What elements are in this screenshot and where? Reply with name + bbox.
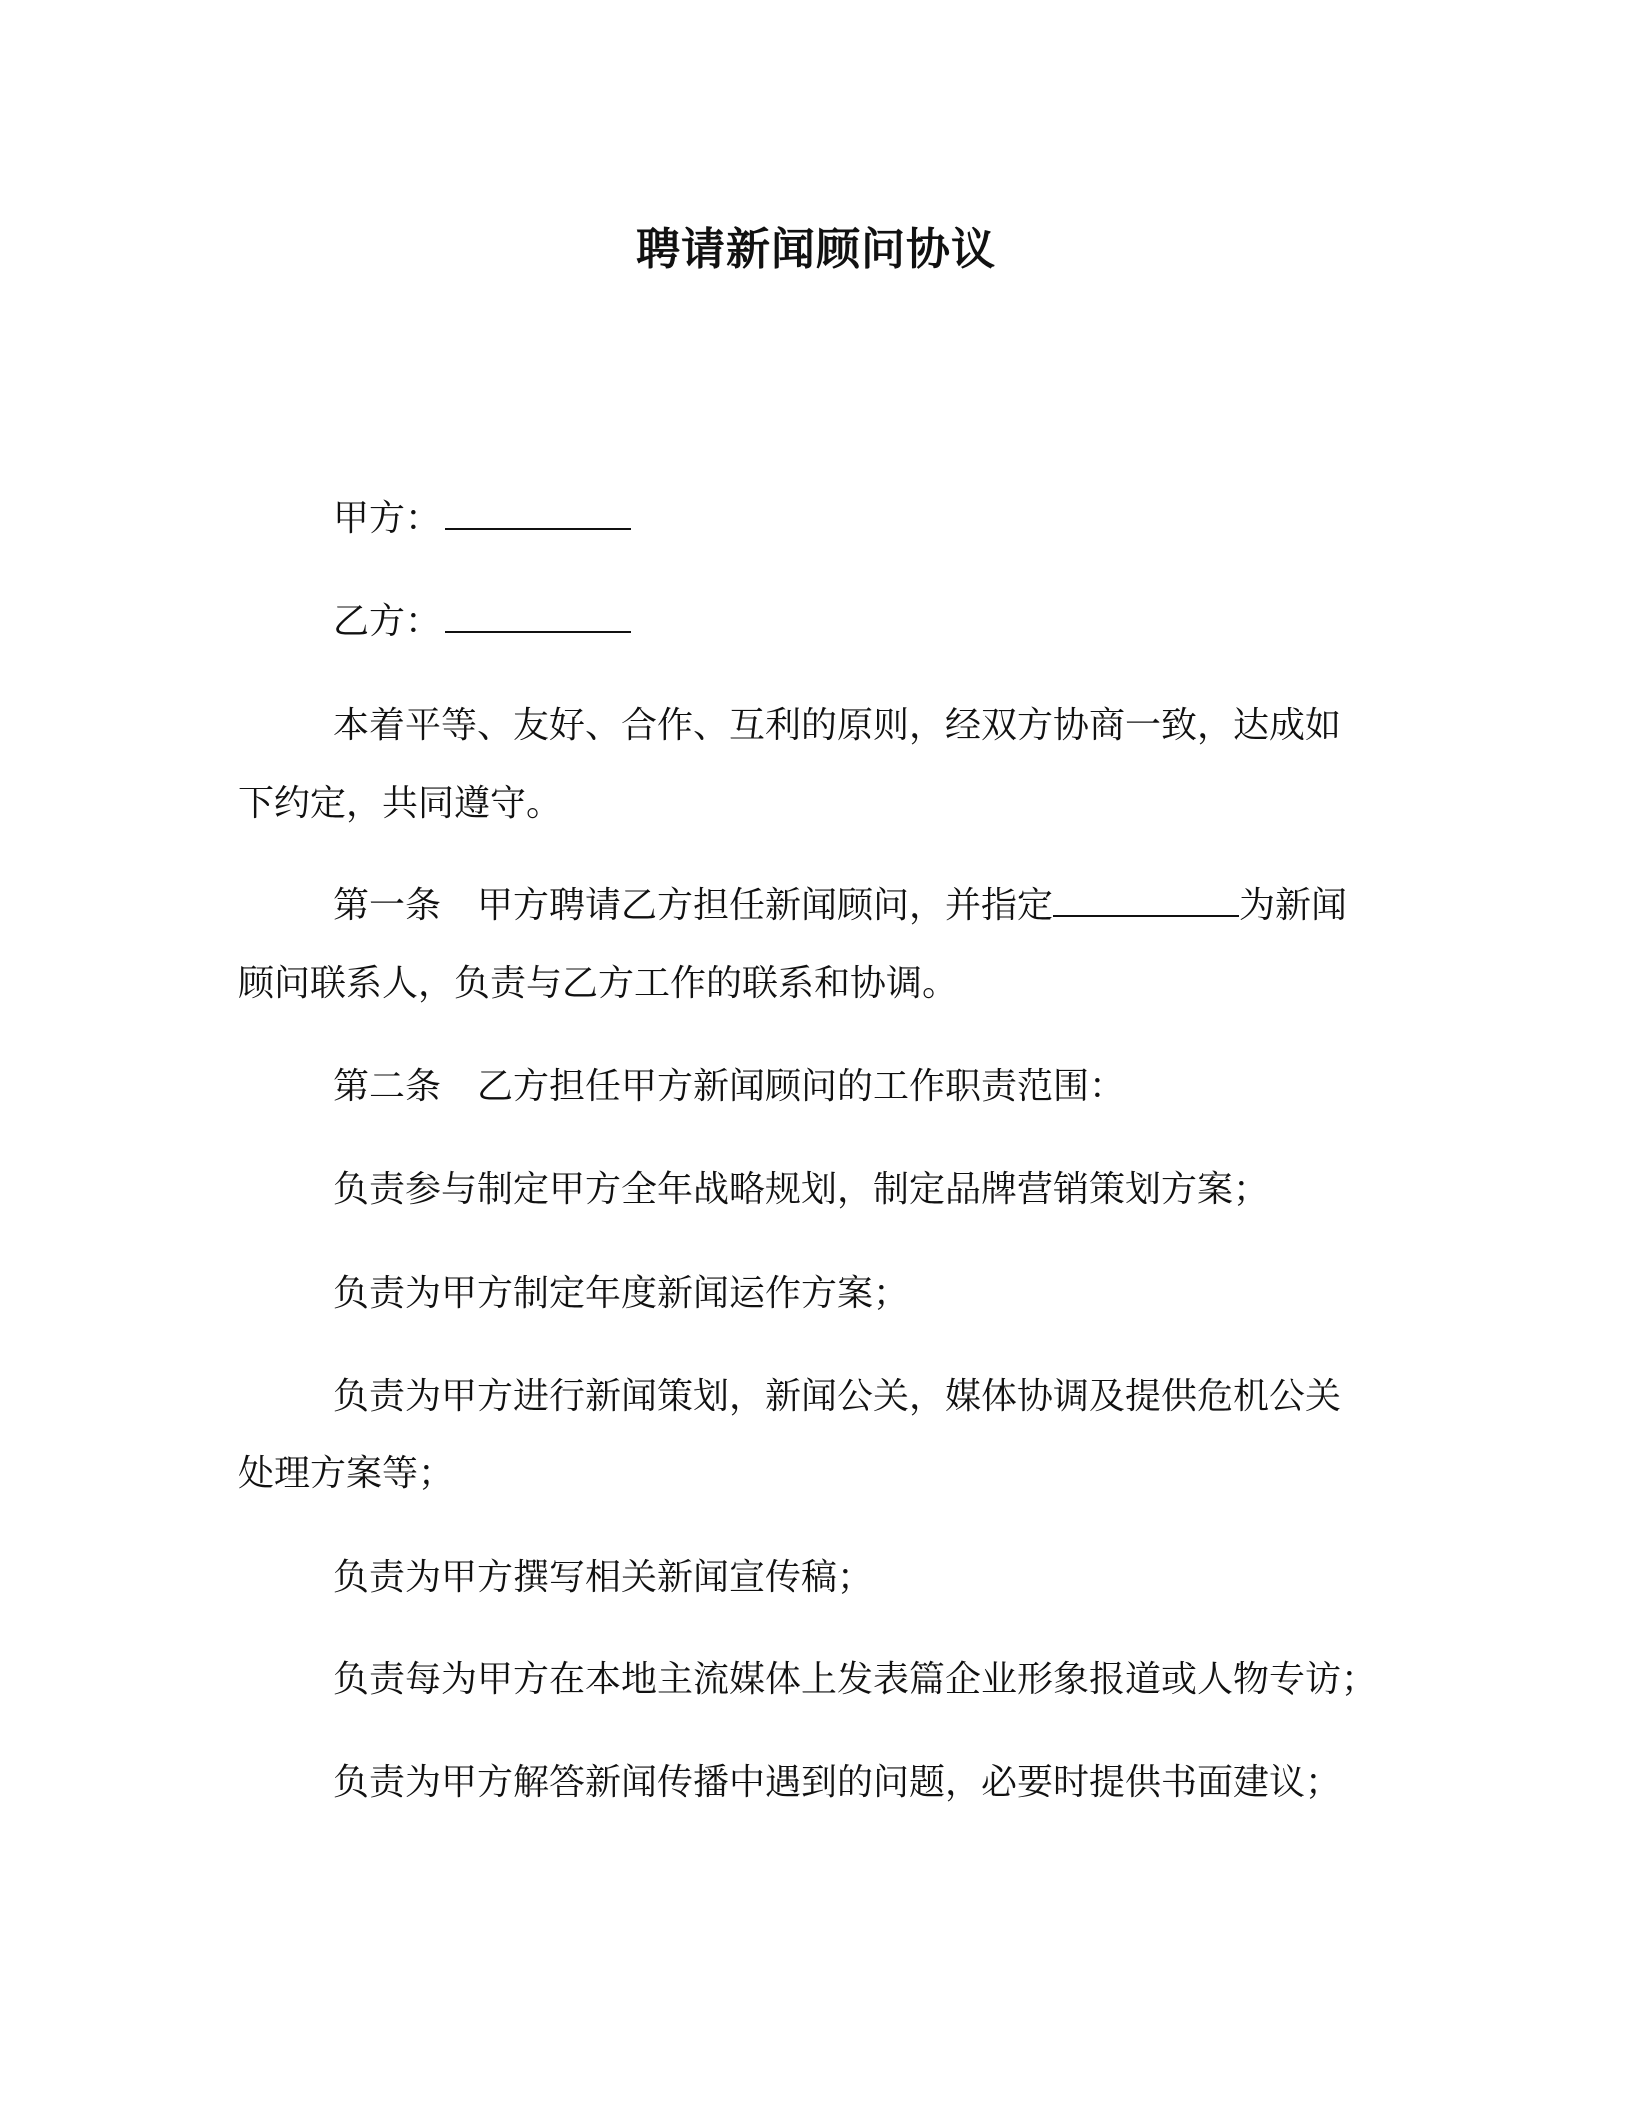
duty-item-4: 负责为甲方撰写相关新闻宣传稿；: [333, 1557, 874, 1598]
preamble-line-1: 本着平等、友好、合作、互利的原则，经双方协商一致，达成如: [333, 705, 1342, 746]
party-a-label: 甲方：: [333, 498, 442, 539]
article-2-text: 乙方担任甲方新闻顾问的工作职责范围：: [477, 1066, 1126, 1107]
duty-item-1: 负责参与制定甲方全年战略规划，制定品牌营销策划方案；: [333, 1169, 1270, 1210]
article-2-line: [333, 1061, 1125, 1113]
article-1-heading: 第一条: [333, 885, 442, 926]
document-title: 聘请新闻顾问协议: [636, 224, 996, 275]
duty-item-5: 负责每为甲方在本地主流媒体上发表篇企业形象报道或人物专访；: [333, 1659, 1378, 1700]
preamble-line-2: 下约定，共同遵守。: [238, 783, 563, 824]
article-1-text-post: 为新闻: [1239, 885, 1348, 926]
duty-item-3-line-2: 处理方案等；: [238, 1453, 455, 1494]
duty-item-6: 负责为甲方解答新闻传播中遇到的问题，必要时提供书面建议；: [333, 1762, 1342, 1803]
party-b-label: 乙方：: [333, 601, 442, 642]
article-2-heading: 第二条: [333, 1066, 442, 1107]
duty-item-3-line-1: 负责为甲方进行新闻策划，新闻公关，媒体协调及提供危机公关: [333, 1376, 1342, 1417]
party-b-blank: [445, 597, 631, 633]
article-1-line-1: [333, 880, 1347, 932]
article-1-line-2: 顾问联系人，负责与乙方工作的联系和协调。: [238, 963, 959, 1004]
article-1-text-pre: 甲方聘请乙方担任新闻顾问，并指定: [477, 885, 1054, 926]
party-a-blank: [445, 494, 631, 530]
contact-person-blank: [1053, 881, 1239, 917]
party-a-line: [333, 493, 631, 545]
duty-item-2: 负责为甲方制定年度新闻运作方案；: [333, 1273, 910, 1314]
party-b-line: [333, 596, 631, 648]
